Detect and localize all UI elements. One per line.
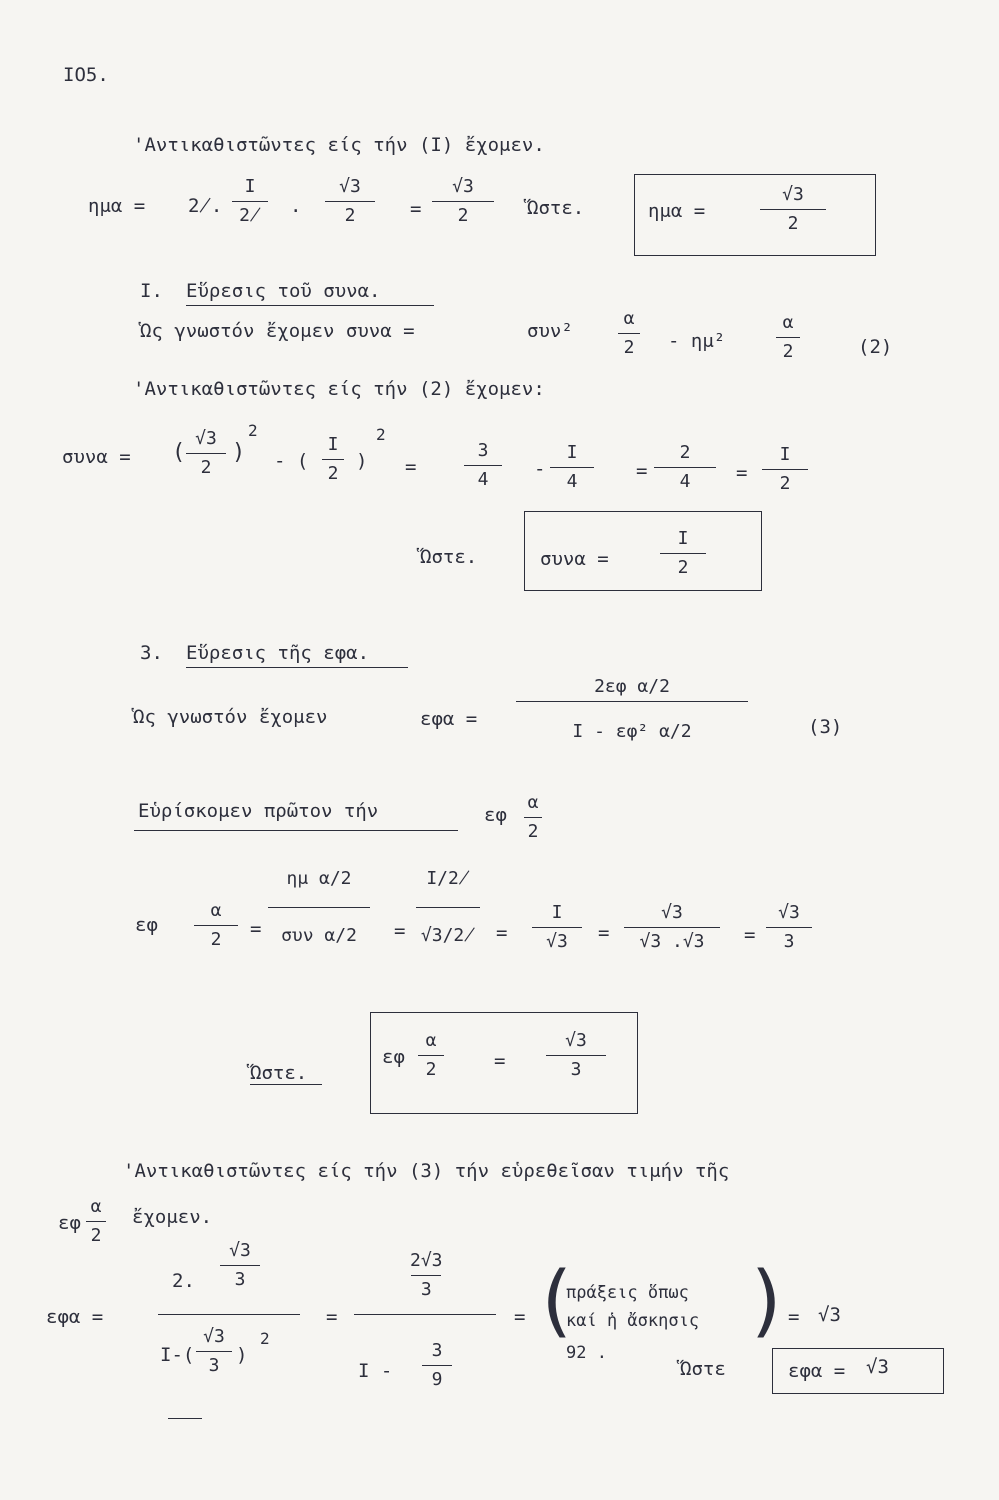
s3-big-num: ημ α/2 bbox=[286, 868, 352, 889]
heading-underline bbox=[186, 305, 434, 306]
s2-r2 bbox=[550, 442, 594, 493]
s3-ef: εφ bbox=[135, 914, 158, 936]
heading-underline bbox=[186, 667, 408, 668]
fraction-bar bbox=[624, 927, 720, 928]
s2-p1-exp: 2 bbox=[248, 421, 258, 440]
s2-r2-num: I bbox=[566, 442, 578, 463]
s4-eq3: = bbox=[788, 1306, 800, 1328]
s3-eq2: = bbox=[394, 920, 406, 942]
s4-paren-close: ) bbox=[744, 1256, 791, 1346]
s3-box-eq: = bbox=[494, 1050, 506, 1072]
fraction-bar bbox=[196, 1351, 232, 1352]
s3-l-frac bbox=[766, 902, 812, 953]
s3-first-frac bbox=[524, 792, 542, 843]
fraction-bar bbox=[86, 1221, 106, 1222]
s3-box-a-num: α bbox=[425, 1030, 437, 1051]
s3-k-frac bbox=[624, 902, 720, 953]
s1-box-lhs: ημα = bbox=[648, 200, 706, 222]
s3-box-a-frac bbox=[418, 1030, 444, 1081]
s4-result: √3 bbox=[818, 1304, 841, 1326]
s1-frac-1 bbox=[232, 176, 268, 227]
s2-p2-frac bbox=[322, 434, 344, 485]
fraction-bar bbox=[618, 333, 640, 334]
s2-ref: (2) bbox=[858, 336, 893, 358]
s4-ef: εφ bbox=[58, 1212, 81, 1234]
fraction-bar bbox=[325, 201, 375, 202]
s2-box-den: 2 bbox=[677, 557, 689, 578]
s3-l-den: 3 bbox=[783, 931, 795, 952]
s3-box-ef: εφ bbox=[382, 1046, 405, 1068]
s2-ostе: Ὥστε. bbox=[420, 546, 478, 568]
s2-p1-frac bbox=[186, 428, 226, 479]
s3-first-ef: εφ bbox=[484, 804, 507, 826]
s1-frac-2-den: 2 bbox=[344, 205, 356, 226]
s2-frac-a2-num: α bbox=[782, 312, 794, 333]
s4-note-2: καί ἡ ἄσκησις bbox=[566, 1311, 700, 1331]
s2-box-num: I bbox=[677, 528, 689, 549]
s4-d1-frac bbox=[196, 1326, 232, 1377]
s2-p2-close: ) bbox=[356, 450, 368, 472]
s1-ostе: Ὥστε. bbox=[527, 197, 585, 219]
s3-main-frac bbox=[516, 676, 748, 743]
s2-heading: Εὕρεσις τοῦ συνα. bbox=[186, 280, 381, 302]
fraction-bar bbox=[411, 1275, 441, 1276]
s3-eq4: = bbox=[598, 922, 610, 944]
s3-k-num: √3 bbox=[661, 902, 683, 923]
s2-minus2: - bbox=[534, 458, 546, 480]
s3-g-num: I/2̸ bbox=[426, 868, 470, 889]
s1-frac-1-num: I bbox=[244, 176, 256, 197]
s2-r3-den: 4 bbox=[679, 471, 691, 492]
s4-n1-frac bbox=[220, 1240, 260, 1291]
fraction-bar bbox=[550, 467, 594, 468]
s3-a-num: α bbox=[210, 900, 222, 921]
s2-r4 bbox=[762, 444, 808, 495]
fraction-bar bbox=[418, 1055, 444, 1056]
fraction-bar bbox=[524, 817, 542, 818]
fraction-bar bbox=[354, 1314, 496, 1315]
s3-main-den: I - εφ² α/2 bbox=[572, 721, 692, 742]
s3-first-num: α bbox=[527, 792, 539, 813]
s3-heading-number: 3. bbox=[140, 642, 163, 664]
s2-p2-num: I bbox=[327, 434, 339, 455]
s1-eq: = bbox=[410, 198, 422, 220]
s3-known: Ὡς γνωστόν ἔχομεν bbox=[133, 706, 328, 728]
s4-d2-den: 9 bbox=[431, 1369, 443, 1390]
s2-p2-exp: 2 bbox=[376, 425, 386, 444]
s3-l-num: √3 bbox=[778, 902, 800, 923]
s4-lhs: εφα = bbox=[46, 1306, 104, 1328]
s1-frac-3-den: 2 bbox=[457, 205, 469, 226]
s4-d1: I-( bbox=[160, 1344, 195, 1366]
fraction-bar bbox=[432, 201, 494, 202]
s3-eq5: = bbox=[744, 924, 756, 946]
s4-d2-frac bbox=[422, 1340, 452, 1391]
s3-a-den: 2 bbox=[210, 929, 222, 950]
s4-n1: 2. bbox=[172, 1270, 195, 1292]
s2-minus-hm2: - ημ² bbox=[668, 330, 726, 352]
s4-note-3: 92 . bbox=[566, 1343, 607, 1363]
s2-heading-number: I. bbox=[140, 280, 163, 302]
fraction-bar bbox=[322, 459, 344, 460]
s2-r3-num: 2 bbox=[679, 442, 691, 463]
s1-box-num: √3 bbox=[782, 184, 804, 205]
s4-n1-num: √3 bbox=[229, 1240, 251, 1261]
s2-r2-den: 4 bbox=[566, 471, 578, 492]
s4-n2-frac bbox=[410, 1250, 443, 1301]
s1-dot: . bbox=[290, 195, 302, 217]
s3-first-den: 2 bbox=[527, 821, 539, 842]
first-underline bbox=[134, 830, 458, 831]
s3-first: Εὑρίσκομεν πρῶτον τήν bbox=[138, 800, 379, 822]
fraction-bar bbox=[416, 907, 480, 908]
s2-r3 bbox=[654, 442, 716, 493]
fraction-bar bbox=[464, 465, 502, 466]
s4-box-lhs: εφα = bbox=[788, 1360, 846, 1382]
fraction-bar bbox=[158, 1314, 300, 1315]
s2-eq2: = bbox=[636, 460, 648, 482]
s2-r1-num: 3 bbox=[477, 440, 489, 461]
s3-h-frac bbox=[532, 902, 582, 953]
fraction-bar bbox=[762, 469, 808, 470]
s4-d1-den: 3 bbox=[208, 1355, 220, 1376]
s1-box-frac bbox=[760, 184, 826, 235]
s4-n2-num: 2√3 bbox=[410, 1250, 443, 1271]
s3-lhs: εφα = bbox=[420, 708, 478, 730]
s2-frac-a2-den: 2 bbox=[782, 341, 794, 362]
s4-d2: I - bbox=[358, 1360, 393, 1382]
s4-a-den: 2 bbox=[90, 1225, 102, 1246]
s2-box-lhs: συνα = bbox=[540, 548, 609, 570]
s2-p2-open: - ( bbox=[274, 450, 309, 472]
s4-echomen: ἔχομεν. bbox=[132, 1206, 213, 1228]
fraction-bar bbox=[660, 553, 706, 554]
s4-ostе: Ὥστε bbox=[680, 1358, 726, 1380]
s3-h-num: I bbox=[551, 902, 563, 923]
s3-ostе: Ὥστε. bbox=[250, 1062, 308, 1084]
s3-ref: (3) bbox=[808, 716, 843, 738]
s4-paren-open: ( bbox=[532, 1256, 579, 1346]
fraction-bar bbox=[232, 201, 268, 202]
fraction-bar bbox=[186, 453, 226, 454]
s1-frac-1-den: 2̸ bbox=[239, 205, 261, 226]
s2-frac-a2 bbox=[776, 312, 800, 363]
s4-d1-close: ) bbox=[236, 1344, 248, 1366]
s4-box-val: √3 bbox=[866, 1356, 889, 1378]
s1-frac-3-num: √3 bbox=[452, 176, 474, 197]
fraction-bar bbox=[220, 1265, 260, 1266]
s4-intro: 'Αντικαθιστῶντες είς τήν (3) τήν εὑρεθεῖσαν τιμήν τῆς bbox=[123, 1160, 730, 1182]
s4-note-1: πράξεις ὅπως bbox=[566, 1283, 689, 1303]
s2-p1-den: 2 bbox=[200, 457, 212, 478]
s3-box-num: √3 bbox=[565, 1030, 587, 1051]
s2-intro: 'Αντικαθιστῶντες είς τήν (2) ἔχομεν: bbox=[133, 378, 545, 400]
fraction-bar bbox=[776, 337, 800, 338]
s4-n1-den: 3 bbox=[234, 1269, 246, 1290]
s3-big-frac bbox=[268, 868, 370, 947]
fraction-bar bbox=[194, 925, 238, 926]
s3-heading: Εὕρεσις τῆς εφα. bbox=[186, 642, 370, 664]
s2-r1-den: 4 bbox=[477, 469, 489, 490]
s2-p2-den: 2 bbox=[327, 463, 339, 484]
s2-known: Ὡς γνωστόν ἔχομεν συνα = bbox=[140, 320, 415, 342]
fraction-bar bbox=[760, 209, 826, 210]
s3-k-den: √3 .√3 bbox=[639, 931, 705, 952]
s4-eq2: = bbox=[514, 1306, 526, 1328]
fraction-bar bbox=[422, 1365, 452, 1366]
s2-p1-num: √3 bbox=[195, 428, 217, 449]
pencil-mark bbox=[168, 1418, 202, 1419]
s3-g-frac bbox=[416, 868, 480, 947]
s4-a-frac bbox=[86, 1196, 106, 1247]
ostе-underline bbox=[250, 1084, 322, 1085]
fraction-bar bbox=[268, 907, 370, 908]
s3-h-den: √3 bbox=[546, 931, 568, 952]
s2-eq3: = bbox=[736, 462, 748, 484]
fraction-bar bbox=[532, 927, 582, 928]
s4-a-num: α bbox=[90, 1196, 102, 1217]
s2-r1 bbox=[464, 440, 502, 491]
s3-box-a-den: 2 bbox=[425, 1059, 437, 1080]
s1-intro: 'Αντικαθιστῶντες είς τήν (I) ἔχομεν. bbox=[133, 134, 545, 156]
s1-lhs: ημα = bbox=[88, 195, 146, 217]
s3-eq3: = bbox=[496, 922, 508, 944]
s4-d1-exp: 2 bbox=[260, 1329, 270, 1348]
s3-a-frac bbox=[194, 900, 238, 951]
s1-factor: 2̸. bbox=[188, 195, 223, 217]
s1-frac-2-num: √3 bbox=[339, 176, 361, 197]
fraction-bar bbox=[516, 701, 748, 702]
s2-frac-a bbox=[618, 308, 640, 359]
s4-d1-num: √3 bbox=[203, 1326, 225, 1347]
fraction-bar bbox=[654, 467, 716, 468]
fraction-bar bbox=[766, 927, 812, 928]
s2-frac-a-den: 2 bbox=[623, 337, 635, 358]
s3-box-den: 3 bbox=[570, 1059, 582, 1080]
s1-frac-2 bbox=[325, 176, 375, 227]
s3-big-den: συν α/2 bbox=[281, 925, 357, 946]
s2-lhs: συνα = bbox=[62, 446, 131, 468]
page-number: IO5. bbox=[63, 64, 109, 86]
fraction-bar bbox=[546, 1055, 606, 1056]
s3-g-den: √3/2̸ bbox=[420, 925, 476, 946]
s2-syn2: συν² bbox=[527, 320, 573, 342]
s2-r4-num: I bbox=[779, 444, 791, 465]
s1-box-den: 2 bbox=[787, 213, 799, 234]
s2-eq1: = bbox=[405, 456, 417, 478]
s2-p1-close: ) bbox=[232, 440, 246, 465]
s2-box-frac bbox=[660, 528, 706, 579]
s4-d2-num: 3 bbox=[431, 1340, 443, 1361]
s3-box-frac bbox=[546, 1030, 606, 1081]
s3-main-num: 2εφ α/2 bbox=[594, 676, 670, 697]
s2-r4-den: 2 bbox=[779, 473, 791, 494]
s3-eq: = bbox=[250, 918, 262, 940]
s2-p1-open: ( bbox=[172, 440, 186, 465]
s1-frac-3 bbox=[432, 176, 494, 227]
s4-eq1: = bbox=[326, 1306, 338, 1328]
s2-frac-a-num: α bbox=[623, 308, 635, 329]
s4-n2-den: 3 bbox=[420, 1279, 432, 1300]
